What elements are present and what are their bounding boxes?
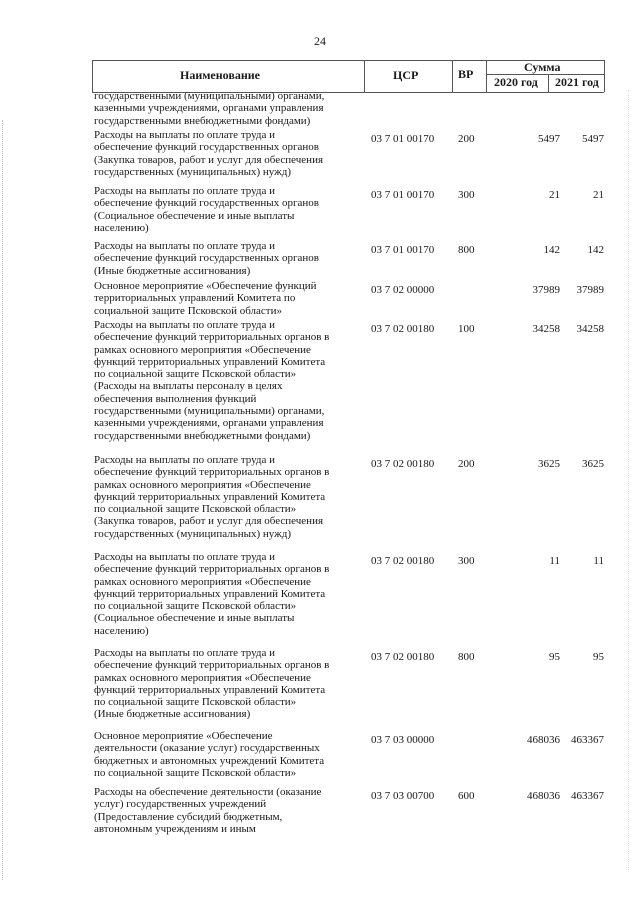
row-name-line: Расходы на выплаты по оплате труда и: [94, 319, 276, 331]
row-name-line: населению): [94, 624, 149, 637]
row-vr: 800: [458, 651, 475, 663]
row-name-line: Расходы на выплаты по оплате труда и: [94, 185, 276, 197]
row-name-line: обеспечение функций государственных органов: [94, 197, 319, 210]
row-sum-2021: 5497: [582, 133, 604, 145]
row-name-line: государственными внебюджетными фондами): [94, 429, 311, 442]
row-name-line: рамках основного мероприятия «Обеспечение: [94, 478, 311, 491]
row-name-line: функций территориальных управлений Комитета: [94, 683, 326, 696]
row-csr: 03 7 02 00180: [371, 458, 435, 470]
row-name: [94, 551, 364, 637]
col-border: [452, 60, 453, 92]
row-sum-2021: 3625: [582, 458, 604, 470]
row-sum-2020: 468036: [527, 790, 560, 802]
row-name: [94, 129, 364, 178]
row-name-line: населению): [94, 221, 149, 234]
row-name-line: государственными (муниципальными) органами,: [94, 405, 325, 418]
row-name-line: функций территориальных управлений Комитета: [94, 355, 326, 368]
row-name-line: государственных (муниципальных) нужд): [94, 527, 291, 540]
row-sum-2020: 5497: [538, 133, 560, 145]
row-name-line: по социальной защите Псковской области»: [94, 600, 297, 613]
header-sum: Сумма: [524, 60, 561, 74]
row-csr: 03 7 02 00180: [371, 555, 435, 567]
row-name: [94, 454, 364, 540]
row-name: [94, 730, 364, 779]
row-sum-2021: 142: [587, 244, 604, 256]
row-name-line: Основное мероприятие «Обеспечение функций: [94, 280, 317, 292]
col-border: [92, 60, 93, 92]
row-vr: 100: [458, 323, 475, 335]
row-name: [94, 319, 364, 442]
row-name-line: рамках основного мероприятия «Обеспечение: [94, 575, 311, 588]
row-sum-2020: 468036: [527, 734, 560, 746]
row-name-line: по социальной защите Псковской области»: [94, 766, 297, 779]
row-name-line: Расходы на обеспечение деятельности (оказание: [94, 786, 322, 798]
row-csr: 03 7 03 00700: [371, 790, 435, 802]
row-name-line: обеспечение функций территориальных органов в: [94, 331, 330, 344]
row-name-line: обеспечение функций территориальных органов в: [94, 466, 330, 479]
header-vr: ВР: [458, 67, 474, 81]
row-name-line: обеспечение функций территориальных органов в: [94, 563, 330, 576]
row-name-line: рамках основного мероприятия «Обеспечение: [94, 671, 311, 684]
row-csr: 03 7 01 00170: [371, 133, 435, 145]
row-name-line: рамках основного мероприятия «Обеспечение: [94, 343, 311, 356]
row-name-line: обеспечение функций территориальных органов в: [94, 659, 330, 672]
col-border: [486, 60, 487, 92]
row-vr: 600: [458, 790, 475, 802]
row-name-line: услуг) государственных учреждений: [94, 798, 267, 811]
row-name-line: обеспечение функций государственных органов: [94, 141, 319, 154]
row-name-line: деятельности (оказание услуг) государственных: [94, 742, 320, 755]
row-name-line: функций территориальных управлений Комитета: [94, 490, 326, 503]
row-name-line: (Иные бюджетные ассигнования): [94, 264, 251, 277]
scan-edge: [2, 120, 3, 880]
row-vr: 200: [458, 133, 475, 145]
row-name-line: по социальной защите Псковской области»: [94, 696, 297, 709]
row-vr: 800: [458, 244, 475, 256]
row-name: [94, 185, 364, 234]
row-sum-2021: 37989: [576, 284, 604, 296]
row-name-line: территориальных управлений Комитета по: [94, 292, 296, 305]
row-name-line: (Социальное обеспечение и иные выплаты: [94, 209, 295, 222]
row-vr: 300: [458, 189, 475, 201]
row-sum-2020: 95: [549, 651, 560, 663]
row-csr: 03 7 02 00180: [371, 323, 435, 335]
row-name-line: казенными учреждениями, органами управления: [94, 417, 324, 430]
row-name: [94, 280, 364, 317]
row-sum-2020: 21: [549, 189, 560, 201]
row-name: [94, 647, 364, 721]
row-sum-2021: 34258: [576, 323, 604, 335]
page-number: 24: [314, 34, 326, 48]
row-name-line: функций территориальных управлений Комитета: [94, 587, 326, 600]
row-name-line: (Закупка товаров, работ и услуг для обеспечения: [94, 153, 324, 166]
row-name: [94, 786, 364, 835]
row-name-line: социальной защите Псковской области»: [94, 304, 283, 317]
row-name-line: (Социальное обеспечение и иные выплаты: [94, 612, 295, 625]
row-name-line: (Расходы на выплаты персоналу в целях: [94, 380, 283, 393]
row-name-line: по социальной защите Псковской области»: [94, 368, 297, 381]
col-border: [364, 60, 365, 92]
row-vr: 300: [458, 555, 475, 567]
row-csr: 03 7 01 00170: [371, 189, 435, 201]
header-2021: 2021 год: [555, 75, 599, 89]
row-csr: 03 7 03 00000: [371, 734, 435, 746]
row-name: [94, 90, 364, 127]
header-2020: 2020 год: [494, 75, 538, 89]
row-csr: 03 7 01 00170: [371, 244, 435, 256]
row-name: [94, 240, 364, 277]
row-sum-2020: 11: [549, 555, 560, 567]
row-name-line: казенными учреждениями, органами управления: [94, 102, 324, 115]
row-name-line: государственными (муниципальными) органами,: [94, 90, 325, 102]
row-sum-2021: 463367: [571, 734, 604, 746]
row-name-line: (Иные бюджетные ассигнования): [94, 708, 251, 721]
row-name-line: обеспечение функций государственных органов: [94, 252, 319, 265]
row-name-line: Расходы на выплаты по оплате труда и: [94, 129, 276, 141]
row-sum-2020: 142: [543, 244, 560, 256]
row-sum-2020: 34258: [532, 323, 560, 335]
row-name-line: государственных (муниципальных) нужд): [94, 165, 291, 178]
col-border: [548, 74, 549, 92]
row-sum-2021: 21: [593, 189, 604, 201]
row-name-line: государственными внебюджетными фондами): [94, 114, 311, 127]
row-name-line: Расходы на выплаты по оплате труда и: [94, 551, 276, 563]
col-border: [604, 60, 605, 92]
row-name-line: бюджетных и автономных учреждений Комитета: [94, 754, 325, 767]
row-vr: 200: [458, 458, 475, 470]
row-name-line: по социальной защите Псковской области»: [94, 503, 297, 516]
row-sum-2021: 95: [593, 651, 604, 663]
row-name-line: (Закупка товаров, работ и услуг для обеспечения: [94, 515, 324, 528]
row-name-line: (Предоставление субсидий бюджетным,: [94, 810, 283, 823]
row-sum-2020: 37989: [532, 284, 560, 296]
row-name-line: Расходы на выплаты по оплате труда и: [94, 240, 276, 252]
row-sum-2020: 3625: [538, 458, 560, 470]
row-name-line: обеспечения выполнения функций: [94, 392, 257, 405]
row-sum-2021: 11: [593, 555, 604, 567]
header-csr: ЦСР: [393, 68, 419, 82]
row-sum-2021: 463367: [571, 790, 604, 802]
scan-edge-right: [628, 90, 629, 870]
row-name-line: автономным учреждениям и иным: [94, 822, 256, 835]
row-name-line: Расходы на выплаты по оплате труда и: [94, 454, 276, 466]
row-name-line: Основное мероприятие «Обеспечение: [94, 730, 273, 742]
row-csr: 03 7 02 00000: [371, 284, 435, 296]
row-name-line: Расходы на выплаты по оплате труда и: [94, 647, 276, 659]
header-name: Наименование: [180, 68, 260, 82]
row-csr: 03 7 02 00180: [371, 651, 435, 663]
